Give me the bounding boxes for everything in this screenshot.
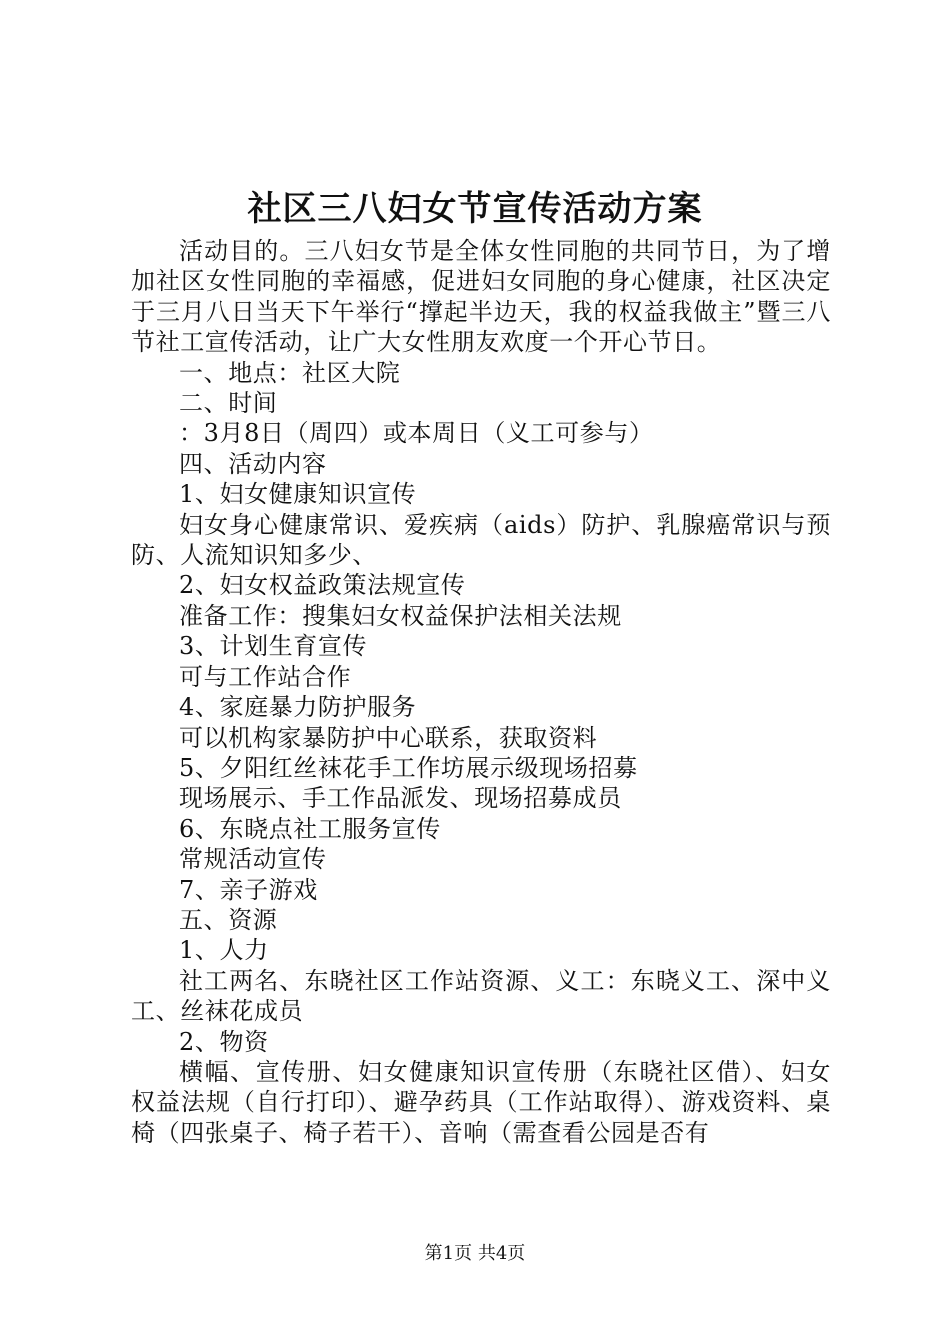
paragraph-manpower-detail: 社工两名、东晓社区工作站资源、义工：东晓义工、深中义工、丝袜花成员 bbox=[131, 966, 831, 1026]
paragraph-item-5: 5、夕阳红丝袜花手工作坊展示级现场招募 bbox=[179, 753, 638, 782]
paragraph-content-heading: 四、活动内容 bbox=[179, 449, 327, 478]
document-body bbox=[131, 236, 831, 1148]
paragraph-item-7: 7、亲子游戏 bbox=[179, 875, 318, 904]
paragraph-item-5-detail: 现场展示、手工作品派发、现场招募成员 bbox=[179, 784, 622, 813]
paragraph-location: 一、地点：社区大院 bbox=[179, 358, 401, 387]
paragraph-item-3: 3、计划生育宣传 bbox=[179, 632, 368, 661]
paragraph-item-2: 2、妇女权益政策法规宣传 bbox=[179, 571, 466, 600]
paragraph-materials-detail: 横幅、宣传册、妇女健康知识宣传册（东晓社区借）、妇女权益法规（自行打印）、避孕药具（工作站取得）、游戏资料、桌椅（四张桌子、椅子若干）、音响（需查看公园是否有 bbox=[131, 1057, 831, 1147]
paragraph-time-heading: 二、时间 bbox=[179, 389, 278, 418]
paragraph-item-3-detail: 可与工作站合作 bbox=[179, 662, 352, 691]
paragraph-item-1-detail: 妇女身心健康常识、爱疾病（aids）防护、乳腺癌常识与预防、人流知识知多少、 bbox=[131, 510, 831, 570]
paragraph-item-6-detail: 常规活动宣传 bbox=[179, 845, 327, 874]
document-title: 社区三八妇女节宣传活动方案 bbox=[247, 189, 703, 229]
paragraph-item-4-detail: 可以机构家暴防护中心联系，获取资料 bbox=[179, 723, 598, 752]
paragraph-item-1: 1、妇女健康知识宣传 bbox=[179, 480, 417, 509]
paragraph-item-2-detail: 准备工作：搜集妇女权益保护法相关法规 bbox=[179, 601, 622, 630]
paragraph-materials: 2、物资 bbox=[179, 1027, 269, 1056]
paragraph-resources-heading: 五、资源 bbox=[179, 905, 278, 934]
paragraph-purpose: 活动目的。三八妇女节是全体女性同胞的共同节日，为了增加社区女性同胞的幸福感，促进妇女同胞的身心健康，社区决定于三月八日当天下午举行“撑起半边天，我的权益我做主”暨三八节社工宣传活动，让广大女性朋友欢度一个开心节日。 bbox=[131, 237, 831, 357]
paragraph-item-6: 6、东晓点社工服务宣传 bbox=[179, 814, 441, 843]
paragraph-time: ：3月8日（周四）或本周日（义工可参与） bbox=[179, 419, 654, 448]
paragraph-manpower: 1、人力 bbox=[179, 936, 269, 965]
paragraph-item-4: 4、家庭暴力防护服务 bbox=[179, 693, 417, 722]
page-footer: 第1页 共4页 bbox=[424, 1243, 526, 1264]
